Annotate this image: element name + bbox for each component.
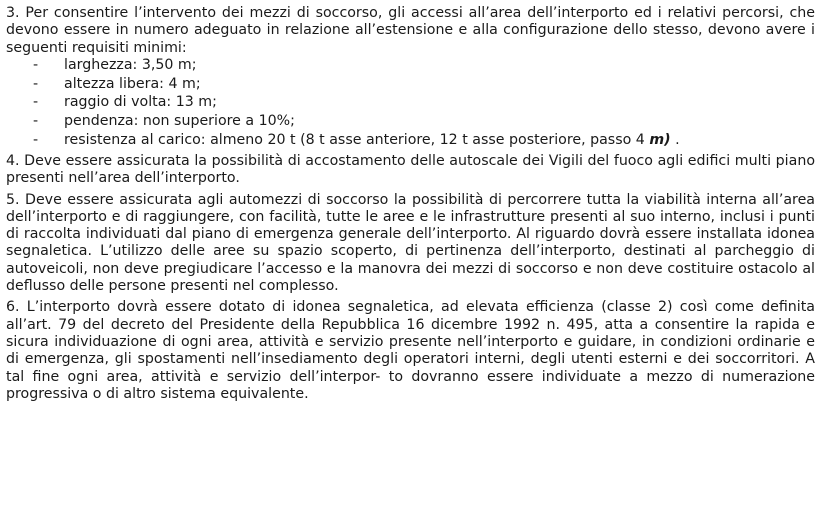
requirement-text: resistenza al carico: almeno 20 t (8 t asse anteriore, 12 t asse posteriore, passo 4 bbox=[64, 131, 650, 148]
paragraph-3: 3. Per consentire l’intervento dei mezzi di soccorso, gli accessi all’area dell’interporto ed i relativi percorsi, che devono essere in numero adeguato in relazione all’estensione e alla configurazione dello stesso, devono avere i seguenti requisiti minimi: bbox=[6, 5, 815, 56]
paragraph-5: 5. Deve essere assicurata agli automezzi di soccorso la possibilità di percorrere tutta la viabilità interna all’area dell’interporto e di raggiungere, con facilità, tutte le aree e le infrastrutture presenti al suo interno, inclusi i punti di raccolta individuati dal piano di emergenza generale dell’interporto. Al riguardo dovrà essere installata idonea segnaletica. L’utilizzo delle aree su spazio scoperto, di pertinenza dell’interporto, destinati al parcheggio di autoveicoli, non deve pregiudicare l’accesso e la manovra dei mezzi di soccorso e non deve costituire ostacolo al deflusso delle persone presenti nel complesso. bbox=[6, 191, 815, 295]
requirement-text: raggio di volta: 13 m; bbox=[64, 94, 217, 111]
dash-bullet: - bbox=[33, 112, 39, 129]
dash-bullet: - bbox=[33, 75, 39, 92]
dash-bullet: - bbox=[33, 56, 39, 73]
requirement-width bbox=[6, 57, 815, 74]
dash-bullet: - bbox=[33, 131, 39, 148]
requirement-text: larghezza: 3,50 m; bbox=[64, 56, 197, 73]
requirement-height bbox=[6, 76, 815, 93]
paragraph-6: 6. L’interporto dovrà essere dotato di idonea segnaletica, ad elevata efficienza (classe 2) così come definita all’art. 79 del decreto del Presidente della Repubblica 16 dicembre 1992 n. 495, atta a consentire la rapida e sicura individuazione di ogni area, attività e servizio presente nell’interporto e guidare, in condizioni ordinarie e di emergenza, gli spostamenti nell’insediamento degli operatori interni, degli utenti esterni e dei soccorritori. A tal fine ogni area, attività e servizio dell’interpor- to dovranno essere individuate a mezzo di numerazione progressiva o di altro sistema equivalente. bbox=[6, 299, 815, 402]
requirement-slope bbox=[6, 113, 815, 130]
requirement-text: pendenza: non superiore a 10%; bbox=[64, 112, 295, 129]
paragraph-4: 4. Deve essere assicurata la possibilità di accostamento delle autoscale dei Vigili del fuoco agli edifici multi piano presenti nell’area dell’interporto. bbox=[6, 152, 815, 187]
requirement-turn-radius bbox=[6, 94, 815, 111]
requirement-load bbox=[6, 132, 815, 149]
requirements-list bbox=[6, 57, 815, 149]
dash-bullet: - bbox=[33, 94, 39, 111]
requirement-text: altezza libera: 4 m; bbox=[64, 75, 201, 92]
requirement-end: . bbox=[670, 131, 680, 148]
requirement-emphasis: m) bbox=[649, 131, 671, 148]
